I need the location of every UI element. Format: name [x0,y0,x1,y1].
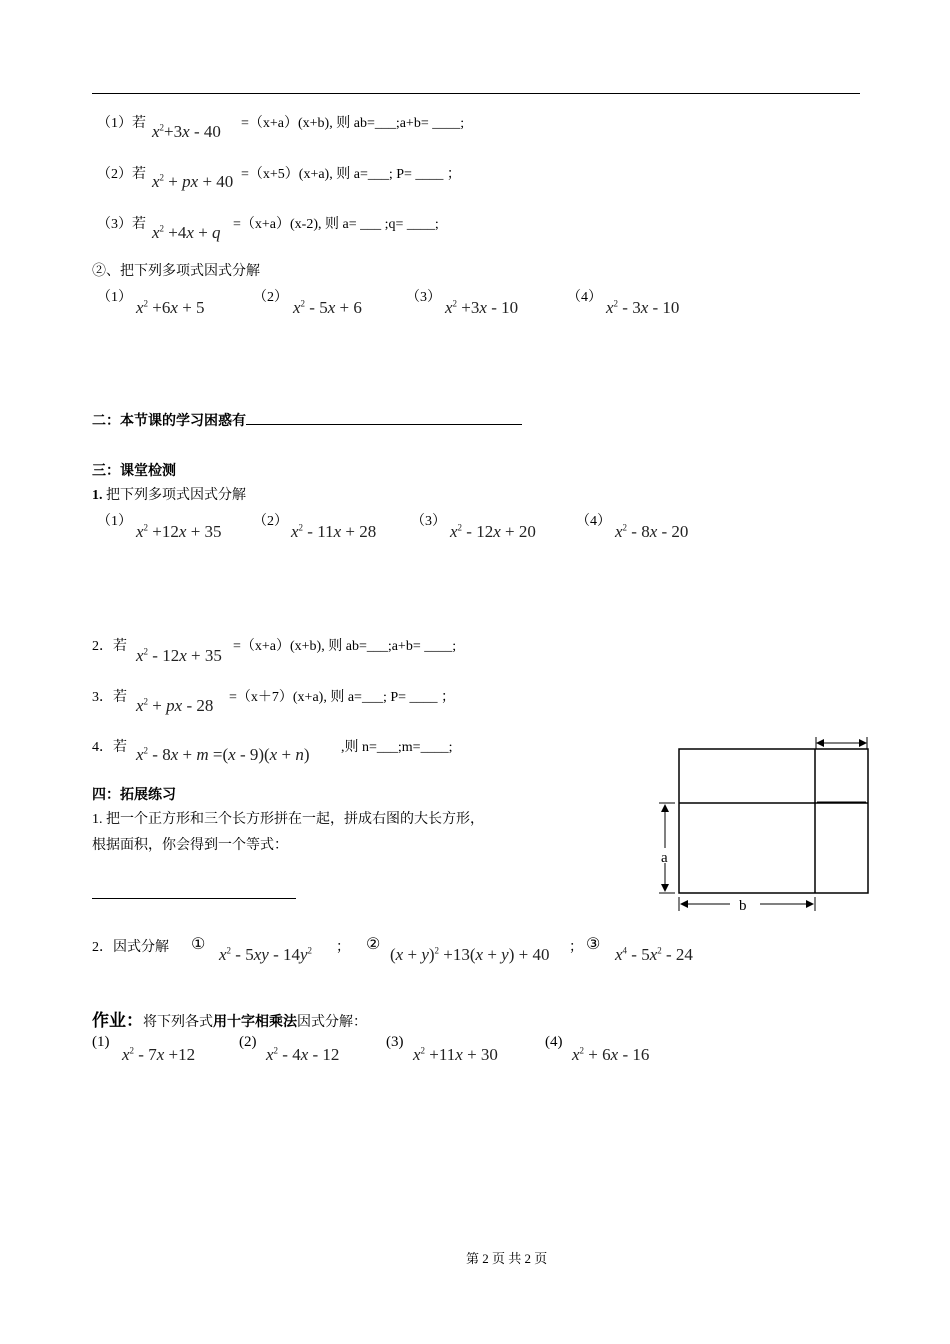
task2-title: ②、把下列多项式因式分解 [92,264,260,279]
circle-1: ① [191,936,206,953]
section4-title: 四：拓展练习 [92,788,176,803]
s3-expr-4: $x^2 - 8x - 20$ [615,522,689,541]
page-footer: 第 2 页 共 2 页 [466,1251,548,1266]
hw-label-4: (4) [545,1034,563,1050]
sep-1: ； [336,940,350,955]
s3-q4-text: ,则 n=___;m=____; [341,740,453,755]
section2-title-text: 二：本节课的学习困惑有 [92,414,246,429]
s3-q4-expression: $x^2 - 8x + m =(x - 9)(x + n)$ [136,745,310,764]
s3-q3-number: 3．若 [92,690,127,705]
section3-title: 三：课堂检测 [92,464,176,479]
s3-q2-number: 2．若 [92,639,127,654]
s3-q2-text: =（x+a）(x+b), 则 ab=___;a+b= ____; [233,639,457,654]
section2-title [92,410,522,430]
hw-expr-3: $x^2 +11x + 30$ [413,1045,498,1064]
q1-expression: $x^2+3x - 40$ [152,122,221,141]
homework-title: 作业： [92,1011,143,1030]
task2-label-1: （1） [97,290,132,305]
s4-q2-label: 2．因式分解 [92,940,169,955]
hw-expr-1: $x^2 - 7x +12$ [122,1045,196,1064]
section3-q1-text: 把下列多项式因式分解 [106,488,246,503]
task2-expr-4: $x^2 - 3x - 10$ [606,298,680,317]
s3-label-3: （3） [411,514,446,529]
s3-q3-expression: $x^2$ + px - 28 [136,696,214,715]
s3-expr-2: $x^2 - 11x + 28$ [291,522,377,541]
section3-q1-number: 1. [92,488,103,503]
s3-q2-expression: $x^2 - 12x + 35$ [136,646,222,665]
hw-expr-4: $x^2 + 6x - 16$ [572,1045,650,1064]
task2-label-2: （2） [253,290,288,305]
q1-number: （1）若 [97,116,146,131]
hw-label-1: (1) [92,1034,110,1050]
task2-expr-1: $x^2 +6x + 5$ [136,298,205,317]
s4-expr-2: $(x + y)^2 +13(x + y) + 40$ [390,945,550,964]
s4-expr-3: $x^4 - 5x^2 - 24$ [615,945,693,964]
q2-expression: $x^2$ + px + 40 [152,172,234,191]
task2-expr-3: $x^2 +3x - 10$ [445,298,519,317]
q3-number: （3）若 [97,217,146,232]
label-a: a [661,850,668,866]
task2-expr-2: $x^2 - 5x + 6$ [293,298,362,317]
s4-q1-line2: 根据面积，你会得到一个等式： [92,838,288,853]
s4-q1-line1: 1. 把一个正方形和三个长方形拼在一起，拼成右图的大长方形， [92,812,484,827]
hw-label-2: (2) [239,1034,257,1050]
s4-answer-line[interactable] [92,898,296,899]
rectangle-diagram [655,733,875,913]
s3-label-4: （4） [576,514,611,529]
section3-q1-title [92,484,246,504]
s3-q4-number: 4．若 [92,740,127,755]
section2-blank[interactable] [246,412,522,425]
q1-text: =（x+a）(x+b), 则 ab=___;a+b= ____; [241,116,465,131]
homework-text-after: 因式分解： [297,1015,367,1030]
q3-text: =（x+a）(x-2), 则 a= ___ ;q= ____; [233,217,439,232]
homework-text-bold: 用十字相乘法 [213,1015,297,1030]
circle-3: ③ [586,936,601,953]
s3-q3-text: =（x＋7）(x+a), 则 a=___; P= ____ ； [229,690,456,705]
sep-2: ； [569,940,583,955]
task2-label-4: （4） [567,290,602,305]
circle-2: ② [366,936,381,953]
label-b: b [739,898,747,913]
s3-expr-1: $x^2 +12x + 35$ [136,522,222,541]
s3-label-2: （2） [253,514,288,529]
s4-expr-1: $x^2 - 5xy - 14y^2$ [219,945,313,964]
q2-number: （2）若 [97,167,146,182]
s3-expr-3: $x^2 - 12x + 20$ [450,522,536,541]
task2-label-3: （3） [406,290,441,305]
q3-expression: $x^2 +4x + q$ [152,223,221,242]
top-rule [92,93,860,94]
homework-heading [92,1006,367,1031]
s3-label-1: （1） [97,514,132,529]
big-rectangle [679,749,868,893]
hw-label-3: (3) [386,1034,404,1050]
hw-expr-2: $x^2 - 4x - 12$ [266,1045,340,1064]
q2-text: =（x+5）(x+a), 则 a=___; P= ____ ； [241,167,461,182]
homework-text-before: 将下列各式 [143,1015,213,1030]
